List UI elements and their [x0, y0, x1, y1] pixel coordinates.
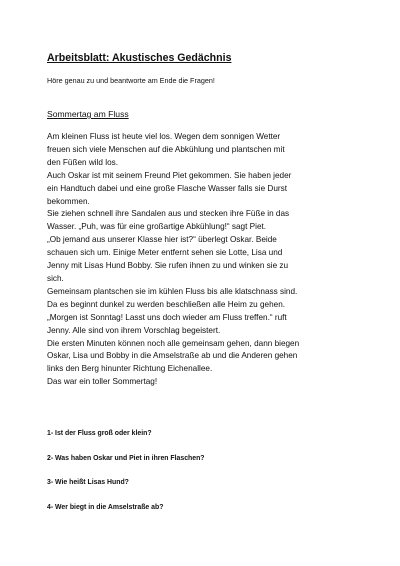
story-line: den Füßen wild los.: [47, 157, 118, 167]
story-line: bekommen.: [47, 196, 90, 206]
story-text: [47, 131, 367, 389]
question-item: 1- Ist der Fluss groß oder klein?: [47, 430, 152, 437]
story-line: Sie ziehen schnell ihre Sandalen aus und stecken ihre Füße in das: [47, 209, 290, 219]
story-line: Die ersten Minuten können noch alle gemeinsam gehen, dann biegen: [47, 338, 300, 348]
story-line: links den Berg hinunter Richtung Eichenallee.: [47, 364, 213, 374]
story-line: Gemeinsam plantschen sie im kühlen Fluss bis alle klatschnass sind.: [47, 286, 298, 296]
worksheet-title: Arbeitsblatt: Akustisches Gedächnis: [47, 52, 232, 64]
story-line: freuen sich viele Menschen auf die Abkühlung und plantschen mit: [47, 144, 285, 154]
story-line: Da es beginnt dunkel zu werden beschließen alle Heim zu gehen.: [47, 299, 286, 309]
question-list: [47, 430, 367, 528]
question-item: 3- Wie heißt Lisas Hund?: [47, 479, 129, 486]
story-line: Am kleinen Fluss ist heute viel los. Wegen dem sonnigen Wetter: [47, 132, 281, 141]
story-line: schauen sich um. Einige Meter entfernt sehen sie Lotte, Lisa und: [47, 248, 283, 258]
story-line: Das war ein toller Sommertag!: [47, 377, 158, 387]
question-item: 4- Wer biegt in die Amselstraße ab?: [47, 503, 164, 511]
story-line: Oskar, Lisa und Bobby in die Amselstraße ab und die Anderen gehen: [47, 351, 298, 361]
worksheet-instruction: Höre genau zu und beantworte am Ende die Fragen!: [47, 76, 215, 85]
story-title: Sommertag am Fluss: [47, 109, 129, 119]
question-item: 2- Was haben Oskar und Piet in ihren Flaschen?: [47, 454, 205, 462]
story-line: Jenny mit Lisas Hund Bobby. Sie rufen ihnen zu und winken sie zu: [47, 261, 289, 271]
story-line: „Ob jemand aus unserer Klasse hier ist?“ überlegt Oskar. Beide: [47, 235, 277, 245]
story-line: Wasser. „Puh, was für eine großartige Abkühlung!“ sagt Piet.: [47, 222, 267, 232]
story-line: ein Handtuch dabei und eine große Flasche Wasser falls sie Durst: [47, 183, 287, 193]
story-line: Jenny. Alle sind von ihrem Vorschlag begeistert.: [47, 325, 221, 335]
story-line: sich.: [47, 273, 64, 283]
story-line: Auch Oskar ist mit seinem Freund Piet gekommen. Sie haben jeder: [47, 170, 292, 180]
story-line: „Morgen ist Sonntag! Lasst uns doch wieder am Fluss treffen.“ ruft: [47, 312, 287, 322]
